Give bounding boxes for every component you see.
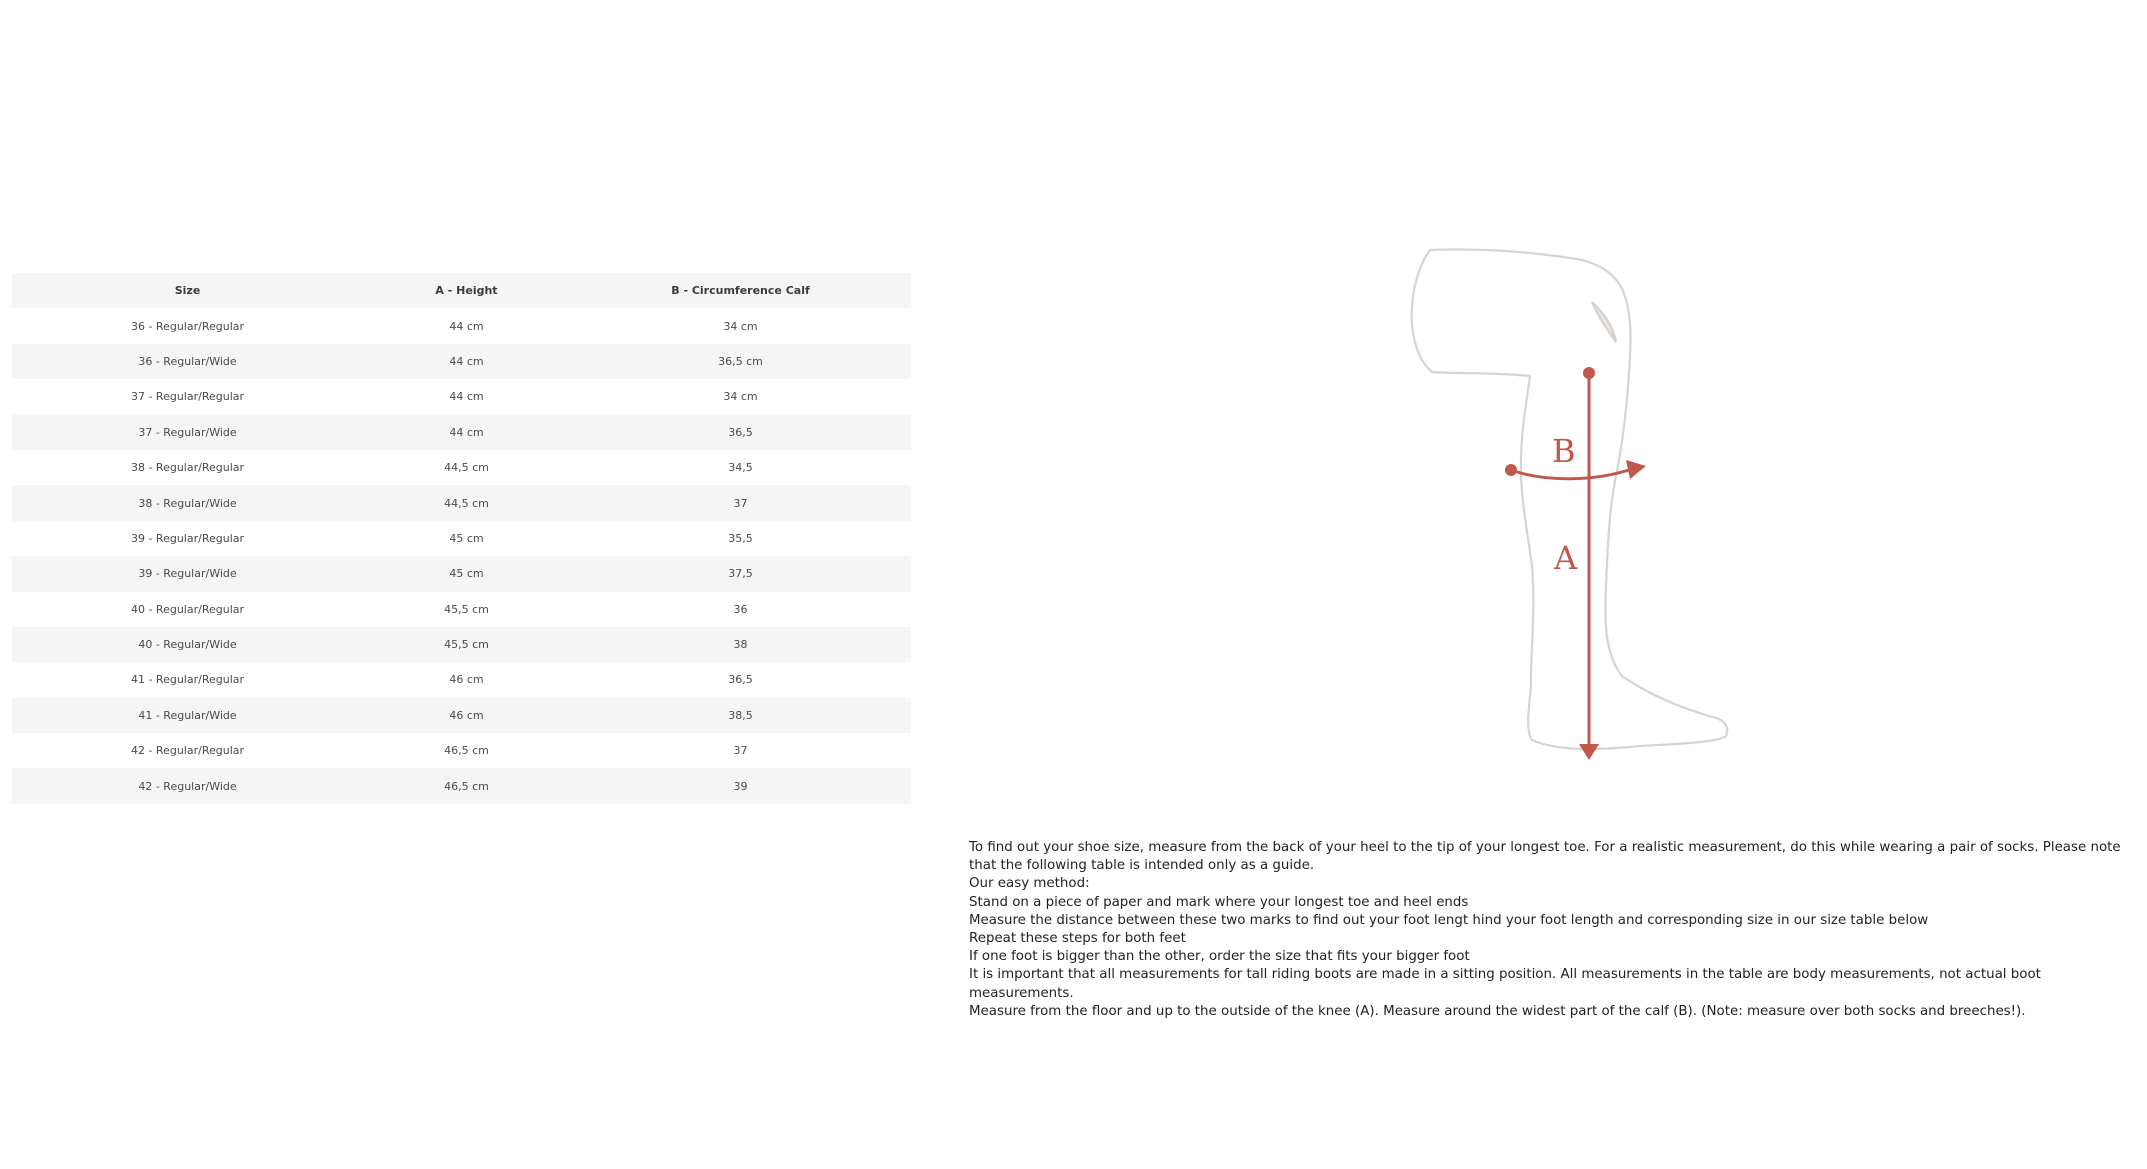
cell-calf: 38,5 [728,708,753,722]
table-row [12,450,911,485]
cell-calf: 36 [733,602,748,616]
cell-size: 37 - Regular/Wide [138,425,237,439]
cell-calf: 36,5 [728,425,753,439]
cell-size: 41 - Regular/Regular [130,673,245,687]
cell-size: 42 - Regular/Wide [138,779,237,793]
cell-calf: 35,5 [728,531,753,545]
size-chart-table [12,273,911,804]
knee-crease [1592,302,1616,342]
cell-size: 36 - Regular/Wide [138,354,237,368]
table-header-row [12,273,911,308]
header-height: A - Height [435,284,498,298]
cell-height: 44,5 cm [444,461,489,475]
instruction-line: Stand on a piece of paper and mark where your longest toe and heel ends [969,894,1469,910]
table-row [12,379,911,414]
cell-height: 46 cm [449,708,484,722]
instruction-line: If one foot is bigger than the other, order the size that fits your bigger foot [969,949,1470,965]
cell-calf: 37 [733,744,748,758]
table-row [12,662,911,697]
cell-size: 40 - Regular/Wide [138,638,237,652]
header-calf: B - Circumference Calf [671,284,810,298]
table-row [12,733,911,768]
instruction-line: Our easy method: [969,876,1090,892]
cell-height: 46 cm [449,673,484,687]
table-body [12,308,911,803]
table-row [12,592,911,627]
cell-calf: 34 cm [723,390,758,404]
cell-height: 44 cm [449,390,484,404]
label-b: B [1552,432,1576,470]
instruction-line: It is important that all measurements for tall riding boots are made in a sitting position. All measurements in the table are body measurements, not actual boot measurements. [969,967,2041,1001]
cell-height: 44 cm [449,425,484,439]
cell-size: 38 - Regular/Wide [138,496,237,510]
table-row [12,415,911,450]
height-measure-arrowhead [1579,744,1599,760]
table-row [12,556,911,591]
instruction-line: Measure the distance between these two marks to find out your foot lengt hind your foot length and corresponding size in our size table below [969,912,1929,928]
cell-calf: 36,5 [728,673,753,687]
cell-calf: 37 [733,496,748,510]
leg-measurement-illustration [1380,236,1760,772]
leg-outline [1412,249,1728,749]
cell-size: 41 - Regular/Wide [138,708,237,722]
table-row [12,698,911,733]
label-a: A [1554,539,1578,577]
sizing-instructions [969,839,2141,1021]
table-row [12,768,911,803]
table-row [12,521,911,556]
cell-size: 40 - Regular/Regular [130,602,245,616]
table-row [12,344,911,379]
height-measure-start-dot [1583,367,1595,379]
cell-size: 36 - Regular/Regular [130,319,245,333]
cell-size: 38 - Regular/Regular [130,461,245,475]
cell-calf: 34 cm [723,319,758,333]
cell-height: 44 cm [449,354,484,368]
table-row [12,485,911,520]
header-size: Size [174,284,201,298]
cell-calf: 37,5 [728,567,753,581]
cell-calf: 36,5 cm [718,354,763,368]
cell-height: 46,5 cm [444,744,489,758]
table-row [12,627,911,662]
instruction-line: Repeat these steps for both feet [969,931,1186,947]
leg-measurement-icon [1380,236,1760,772]
instruction-line: Measure from the floor and up to the outside of the knee (A). Measure around the widest part of the calf (B). (Note: measure over both socks and breeches!). [969,1003,2026,1019]
cell-size: 39 - Regular/Regular [130,531,245,545]
cell-height: 44,5 cm [444,496,489,510]
cell-size: 37 - Regular/Regular [130,390,245,404]
cell-height: 46,5 cm [444,779,489,793]
cell-calf: 39 [733,779,748,793]
cell-height: 45 cm [449,531,484,545]
cell-height: 45,5 cm [444,602,489,616]
cell-height: 45 cm [449,567,484,581]
cell-height: 45,5 cm [444,638,489,652]
instruction-line: To find out your shoe size, measure from the back of your heel to the tip of your longest toe. For a realistic measurement, do this while wearing a pair of socks. Please note that the following table is intended only as a guide. [969,840,2121,874]
calf-measure-start-dot [1505,464,1517,476]
table-row [12,308,911,343]
cell-calf: 34,5 [728,461,753,475]
calf-measure-arrowhead [1626,460,1646,479]
cell-size: 42 - Regular/Regular [130,744,245,758]
cell-height: 44 cm [449,319,484,333]
cell-calf: 38 [733,638,748,652]
cell-size: 39 - Regular/Wide [138,567,237,581]
